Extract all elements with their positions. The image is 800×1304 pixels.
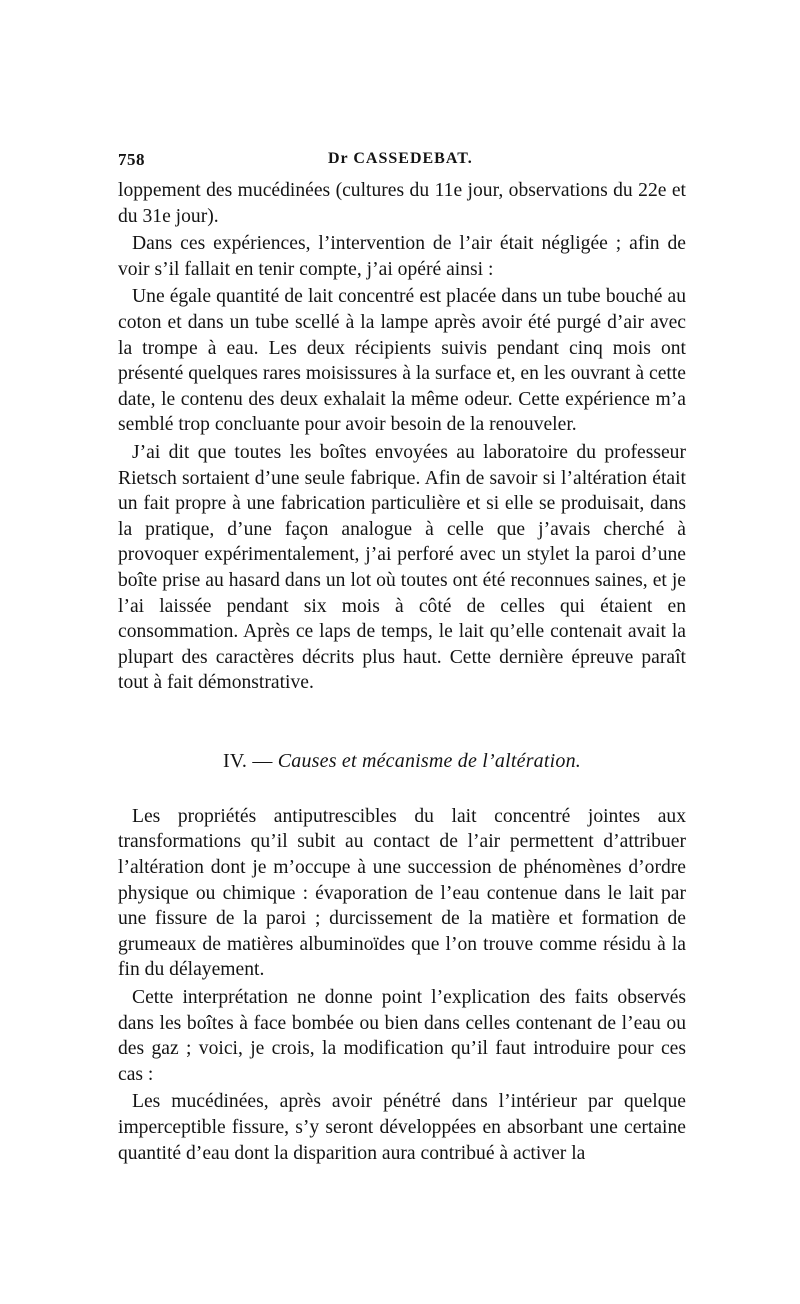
section-number: IV. — <box>223 749 273 772</box>
paragraph: Cette interprétation ne donne point l’explication des faits observés dans les boîtes à face bombée ou bien dans celles contenant de l’eau ou des gaz ; voici, je crois, la modification qu’il faut introduire pour ces cas : <box>118 987 686 1085</box>
body-text <box>118 178 686 1166</box>
running-head <box>118 150 698 174</box>
paragraph: Dans ces expériences, l’intervention de l’air était négligée ; afin de voir s’il fallait en tenir compte, j’ai opéré ainsi : <box>118 233 686 280</box>
section-heading <box>118 748 686 774</box>
section-title: Causes et mécanisme de l’altération. <box>277 749 581 772</box>
paragraph-continued: loppement des mucédinées (cultures du 11e jour, observations du 22e et du 31e jour). <box>118 180 686 227</box>
running-title: Dr CASSEDEBAT. <box>328 150 473 167</box>
paragraph: Une égale quantité de lait concentré est placée dans un tube bouché au coton et dans un tube scellé à la lampe après avoir été purgé d’air avec la trompe à eau. Les deux récipients suivis pendant cinq mois ont présenté quelques rares moisissures à la surface et, en les ouvrant à cette date, le contenu des deux exhalait la même odeur. Cette expérience m’a semblé trop concluante pour avoir besoin de la renouveler. <box>118 286 686 436</box>
page-number: 758 <box>118 150 145 169</box>
paragraph: Les propriétés antiputrescibles du lait concentré jointes aux transformations qu’il subit au contact de l’air permettent d’attribuer l’altération dont je m’occupe à une succession de phénomènes d’ordre physique ou chimique : évaporation de l’eau contenue dans le lait par une fissure de la paroi ; durcissement de la matière et formation de grumeaux de matières albuminoïdes que l’on trouve comme résidu à la fin du délayement. <box>118 805 686 981</box>
paragraph: J’ai dit que toutes les boîtes envoyées au laboratoire du professeur Rietsch sortaient d’une seule fabrique. Afin de savoir si l’altération était un fait propre à une fabrication particulière et si elle se produisait, dans la pratique, d’une façon analogue à celle que j’avais cherché à provoquer expérimentalement, j’ai perforé avec un stylet la paroi d’une boîte prise au hasard dans un lot où toutes ont été reconnues saines, et je l’ai laissée pendant six mois à côté de celles qui étaient en consommation. Après ce laps de temps, le lait qu’elle contenait avait la plupart des caractères décrits plus haut. Cette dernière épreuve paraît tout à fait démonstrative. <box>118 441 686 694</box>
paragraph: Les mucédinées, après avoir pénétré dans l’intérieur par quelque imperceptible fissure, s’y seront développées en absorbant une certaine quantité d’eau dont la disparition aura contribué à activer la <box>118 1091 686 1164</box>
